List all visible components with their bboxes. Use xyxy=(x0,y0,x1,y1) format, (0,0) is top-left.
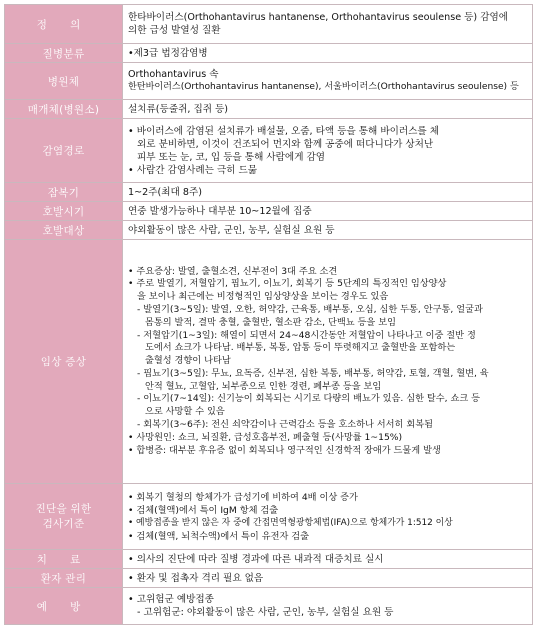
row-classification xyxy=(5,44,533,63)
content-peak-season xyxy=(123,202,533,221)
row-risk-group xyxy=(5,221,533,240)
row-vector xyxy=(5,100,533,119)
label-symptoms: 임상 증상 xyxy=(5,240,123,484)
symptoms-line-10: 안적 혈뇨, 고혈압, 뇌부종으로 인한 경련, 폐부종 등을 보임 xyxy=(145,380,382,392)
diagnosis-line-3: • 예방접종을 받지 않은 자 중에 간접면역형광항체법(IFA)으로 항체가가 1:512 이상 xyxy=(128,517,453,528)
prevention-line-1: • 고위험군 예방접종 xyxy=(128,594,214,605)
label-transmission: 감염경로 xyxy=(5,119,123,183)
peak-season-line-1: 연중 발생가능하나 대부분 10~12월에 집중 xyxy=(128,205,312,217)
label-patient-management: 환자 관리 xyxy=(5,569,123,588)
symptoms-line-11: - 이뇨기(7~14일): 신기능이 회복되는 시기로 다량의 배뇨가 있음. 심한 탈수, 쇼크 등 xyxy=(137,393,481,405)
pathogen-line-1: Orthohantavirus 속 xyxy=(128,69,219,80)
patient-management-line-1: • 환자 및 접촉자 격리 필요 없음 xyxy=(128,572,264,584)
content-transmission xyxy=(123,119,533,183)
vector-line-1: 설치류(등줄쥐, 집쥐 등) xyxy=(128,103,229,115)
label-risk-group: 호발대상 xyxy=(5,221,123,240)
symptoms-line-2: • 주로 발열기, 저혈압기, 핍뇨기, 이뇨기, 회복기 등 5단계의 특징적인 임상양상 xyxy=(128,278,447,290)
symptoms-line-14: • 사망원인: 쇼크, 뇌질환, 급성호흡부전, 폐출혈 등(사망률 1~15%) xyxy=(128,431,403,443)
row-peak-season xyxy=(5,202,533,221)
label-classification: 질병분류 xyxy=(5,44,123,63)
content-definition xyxy=(123,5,533,44)
content-risk-group xyxy=(123,221,533,240)
symptoms-line-13: - 회복기(3~6주): 전신 쇠약감이나 근력감소 등을 호소하나 서서히 회복됨 xyxy=(137,419,433,431)
diagnosis-line-2: • 검체(혈액)에서 특이 IgM 항체 검출 xyxy=(128,504,279,516)
row-patient-management xyxy=(5,569,533,588)
label-vector: 매개체(병원소) xyxy=(5,100,123,119)
label-prevention: 예 방 xyxy=(5,588,123,625)
content-incubation xyxy=(123,183,533,202)
diagnosis-line-1: • 회복기 혈청의 항체가가 급성기에 비하여 4배 이상 증가 xyxy=(128,491,358,503)
treatment-line-1: • 의사의 진단에 따라 질병 경과에 따른 내과적 대증치료 실시 xyxy=(128,553,384,565)
row-transmission xyxy=(5,119,533,183)
content-vector xyxy=(123,100,533,119)
content-diagnosis xyxy=(123,484,533,550)
content-classification xyxy=(123,44,533,63)
symptoms-line-5: 몸통의 발적, 결막 충혈, 출혈반, 혈소판 감소, 단백뇨 등을 보임 xyxy=(145,316,396,328)
label-diagnosis: 진단을 위한 검사기준 xyxy=(5,484,123,550)
symptoms-line-15: • 합병증: 대부분 후유증 없이 회복되나 영구적인 신경학적 장애가 드물게 발생 xyxy=(128,444,441,456)
symptoms-line-1: • 주요증상: 발열, 출혈소견, 신부전이 3대 주요 소견 xyxy=(128,265,338,277)
incubation-line-1: 1~2주(최대 8주) xyxy=(128,186,202,198)
risk-group-line-1: 야외활동이 많은 사람, 군인, 농부, 실험실 요원 등 xyxy=(128,224,335,236)
row-diagnosis xyxy=(5,484,533,550)
content-treatment xyxy=(123,550,533,569)
transmission-line-1: • 바이러스에 감염된 설치류가 배설물, 오줌, 타액 등을 통해 바이러스를 체 xyxy=(128,125,440,137)
label-definition: 정 의 xyxy=(5,5,123,44)
info-table xyxy=(4,4,533,625)
transmission-line-2: 외로 분비하면, 이것이 건조되어 먼지와 함께 공중에 떠다니다가 상처난 xyxy=(137,138,434,150)
symptoms-line-8: 출혈성 경향이 나타남 xyxy=(145,355,231,367)
symptoms-line-7: 도에서 쇼크가 나타남. 배부통, 복통, 압통 등이 뚜렷해지고 출혈반을 포함하는 xyxy=(145,342,456,354)
transmission-line-4: • 사람간 감염사례는 극히 드묾 xyxy=(128,164,258,176)
label-treatment: 치 료 xyxy=(5,550,123,569)
pathogen-line-2: 한탄바이러스(Orthohantavirus hantanense), 서울바이러스(Orthohantavirus seoulense) 등 xyxy=(128,82,519,92)
definition-line-1: 한타바이러스(Orthohantavirus hantanense, Orthohantavirus seoulense 등) 감염에 xyxy=(128,12,509,23)
row-definition xyxy=(5,5,533,44)
classification-line-1: •제3급 법정감염병 xyxy=(128,47,208,59)
row-symptoms xyxy=(5,240,533,484)
prevention-line-2: - 고위험군: 야외활동이 많은 사람, 군인, 농부, 실험실 요원 등 xyxy=(137,607,394,618)
label-incubation: 잠복기 xyxy=(5,183,123,202)
row-prevention xyxy=(5,588,533,625)
symptoms-line-3: 을 보이나 최근에는 비정형적인 임상양상을 보이는 경우도 있음 xyxy=(137,291,389,303)
disease-info-sheet xyxy=(4,4,532,625)
symptoms-line-6: - 저혈압기(1~3일): 해열이 되면서 24~48시간동안 저혈압이 나타나고 이중 절반 정 xyxy=(137,329,476,341)
row-incubation xyxy=(5,183,533,202)
symptoms-line-12: 으로 사망할 수 있음 xyxy=(145,406,225,418)
content-pathogen xyxy=(123,63,533,100)
symptoms-line-9: - 핍뇨기(3~5일): 무뇨, 요독증, 신부전, 심한 복통, 배부통, 허약감, 토혈, 객혈, 혈변, 육 xyxy=(137,367,489,379)
content-patient-management xyxy=(123,569,533,588)
label-peak-season: 호발시기 xyxy=(5,202,123,221)
diagnosis-line-4: • 검체(혈액, 뇌척수액)에서 특이 유전자 검출 xyxy=(128,530,309,542)
row-treatment xyxy=(5,550,533,569)
transmission-line-3: 피부 또는 눈, 코, 입 등을 통해 사람에게 감염 xyxy=(137,151,326,163)
label-pathogen: 병원체 xyxy=(5,63,123,100)
row-pathogen xyxy=(5,63,533,100)
symptoms-line-4: - 발열기(3~5일): 발열, 오한, 허약감, 근육통, 배부통, 오심, 심한 두통, 안구통, 얼굴과 xyxy=(137,303,483,315)
content-symptoms xyxy=(123,240,533,484)
definition-line-2: 의한 급성 발열성 질환 xyxy=(128,25,221,36)
content-prevention xyxy=(123,588,533,625)
